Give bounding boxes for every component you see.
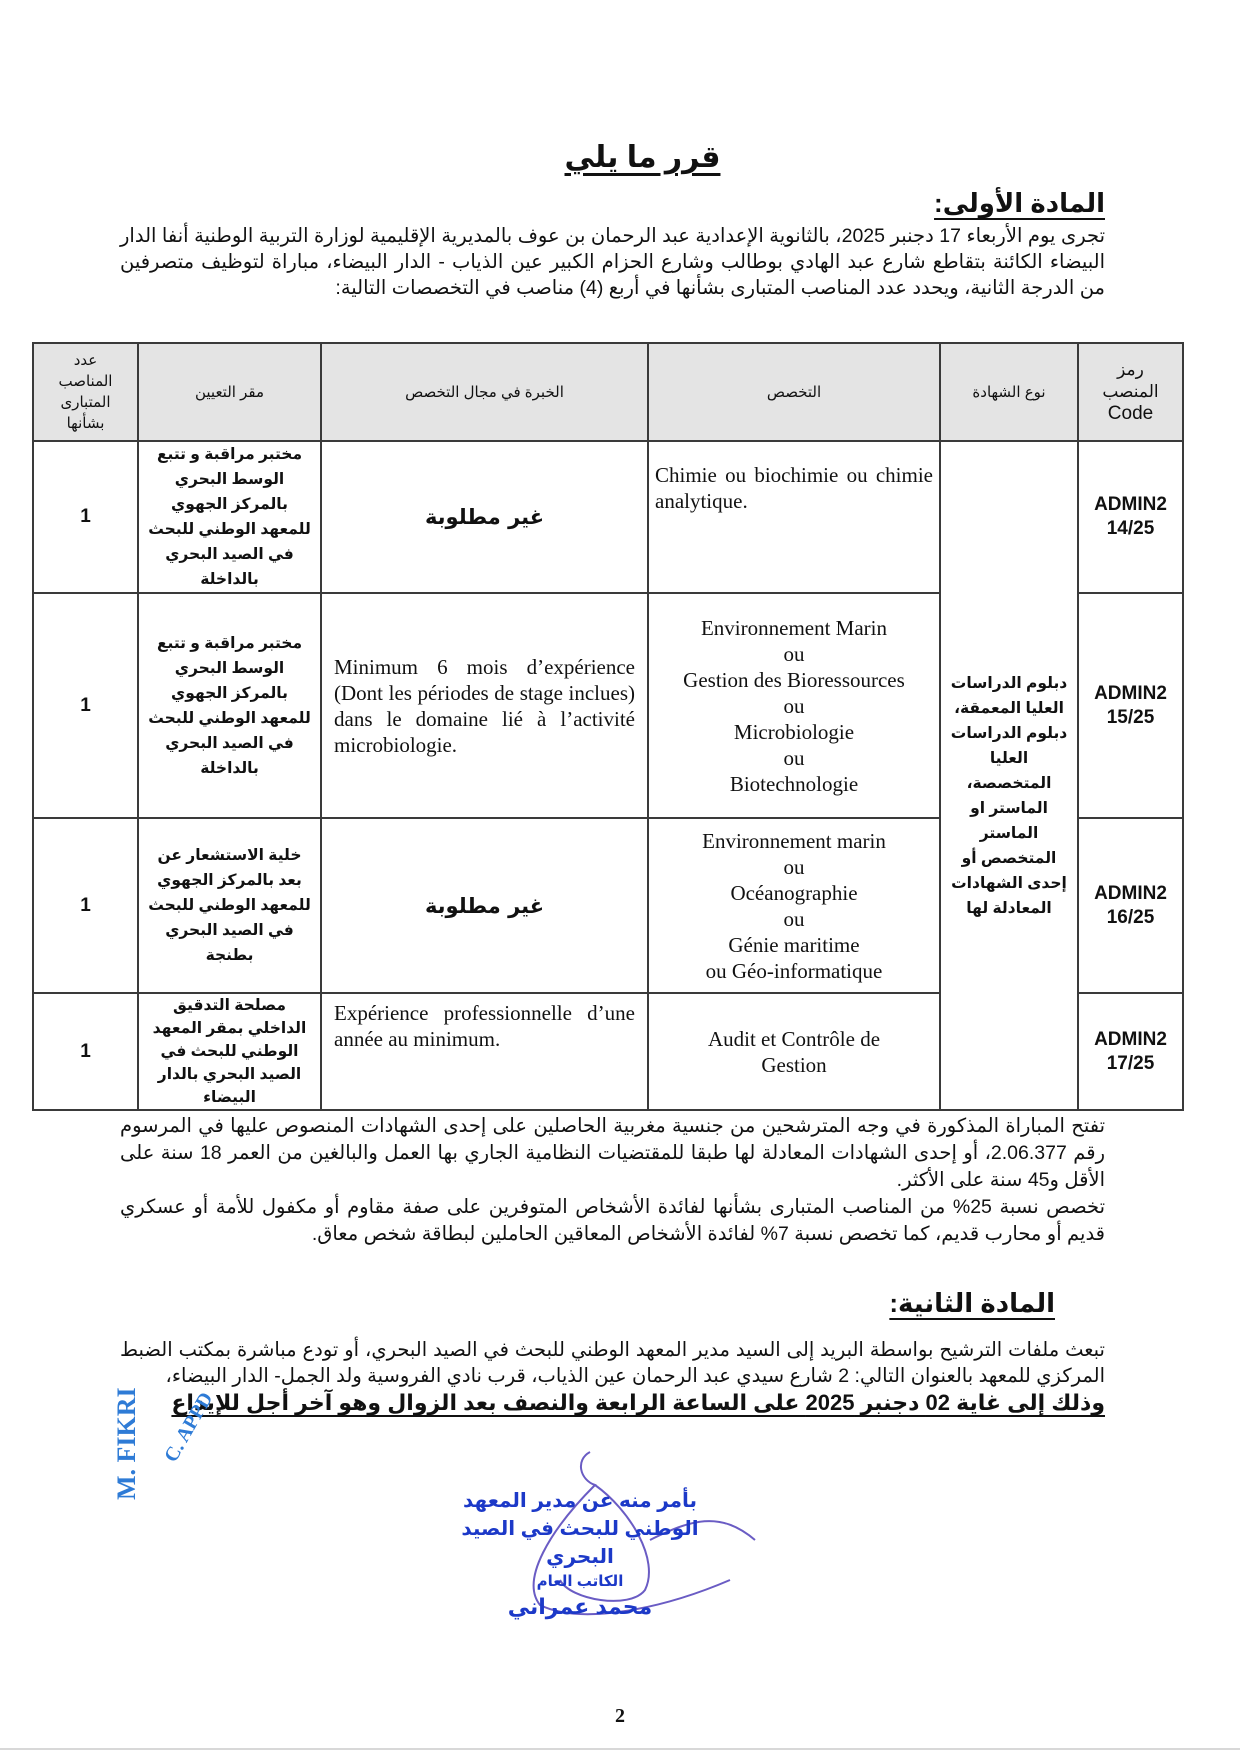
signature-block	[430, 1487, 730, 1621]
header-specialty: التخصص	[648, 343, 940, 441]
table-header-row	[33, 343, 1183, 441]
signature-line3: الكاتب العام	[536, 1573, 624, 1590]
row3-specialty	[648, 818, 940, 993]
row3-specialty-l3: Océanographie	[730, 880, 858, 905]
row3-experience: غير مطلوبة	[321, 818, 648, 993]
row4-experience: Expérience professionnelle d’une année au minimum.	[321, 993, 648, 1110]
diploma-cell	[940, 441, 1078, 1110]
row4-code	[1078, 993, 1183, 1110]
row3-count: 1	[33, 818, 138, 993]
row3-code	[1078, 818, 1183, 993]
header-experience: الخبرة في مجال التخصص	[321, 343, 648, 441]
row3-specialty-l2: ou	[783, 854, 805, 879]
row4-specialty	[648, 993, 940, 1110]
row2-count: 1	[33, 593, 138, 818]
header-count-l1: عدد	[73, 352, 98, 369]
stamp-name: M. FIKRI	[112, 1387, 141, 1500]
positions-table	[32, 342, 1184, 1111]
row4-code-l2: 17/25	[1106, 1052, 1155, 1074]
row2-code	[1078, 593, 1183, 818]
row2-specialty-l2: ou	[783, 641, 805, 666]
article2-paragraph: تبعث ملفات الترشيح بواسطة البريد إلى السيد مدير المعهد الوطني للبحث في الصيد البحري، أو تودع مباشرة بمكتب الضبط المركزي للمعهد بالعنوان التالي: 2 شارع سيدي عبد الرحمان عين الذياب، قرب نادي الفروسية ولد الجمل- الدار البيضاء،	[120, 1339, 1105, 1387]
row3-specialty-l4: ou	[783, 906, 805, 931]
header-code	[1078, 343, 1183, 441]
row2-code-l1: ADMIN2	[1094, 682, 1167, 704]
header-count	[33, 343, 138, 441]
row4-code-l1: ADMIN2	[1094, 1028, 1167, 1050]
row2-location: مختبر مراقبة و تتبع الوسط البحري بالمركز الجهوي للمعهد الوطني للبحث في الصيد البحري بالداخلة	[138, 593, 321, 818]
row3-code-l2: 16/25	[1106, 906, 1155, 928]
row1-code-l2: 14/25	[1106, 518, 1155, 539]
article2-deadline: وذلك إلى غاية 02 دجنبر 2025 على الساعة الرابعة والنصف بعد الزوال وهو آخر أجل للإيداع	[171, 1390, 1105, 1415]
header-diploma: نوع الشهادة	[940, 343, 1078, 441]
page-number: 2	[615, 1705, 625, 1727]
header-code-l2: المنصب	[1102, 382, 1159, 401]
row2-specialty-l1: Environnement Marin	[700, 615, 888, 640]
row2-code-l2: 15/25	[1106, 706, 1155, 728]
header-location: مقر التعيين	[138, 343, 321, 441]
row1-code-l1: ADMIN2	[1094, 494, 1167, 515]
row1-location: مختبر مراقبة و تتبع الوسط البحري بالمركز الجهوي للمعهد الوطني للبحث في الصيد البحري بالداخلة	[138, 441, 321, 593]
row1-specialty-text: Chimie ou biochimie ou chimie analytique.	[655, 463, 933, 513]
row3-specialty-l5: Génie maritime	[728, 932, 860, 957]
row2-specialty-l5: Microbiologie	[733, 719, 855, 744]
row2-specialty-l7: Biotechnologie	[729, 771, 859, 796]
row4-specialty-l2: Gestion	[761, 1052, 827, 1077]
conditions-paragraph-2: تخصص نسبة 25% من المناصب المتبارى بشأنها لفائدة الأشخاص المتوفرين على صفة مقاوم أو مكفول للأمة أو عسكري قديم أو محارب قديم، كما تخصص نسبة 7% لفائدة الأشخاص المعاقين الحاملين لبطاقة شخص معاق.	[120, 1196, 1105, 1245]
diploma-text: دبلوم الدراسات العليا المعمقة، دبلوم الدراسات العليا المتخصصة، الماستر او الماستر المتخصص أو إحدى الشهادات المعادلة لها	[950, 674, 1068, 917]
header-count-l2: المناصب	[58, 373, 113, 390]
row1-code	[1078, 441, 1183, 593]
row1-experience: غير مطلوبة	[321, 441, 648, 593]
row4-specialty-l1: Audit et Contrôle de	[707, 1026, 881, 1051]
signature-line2: الوطني للبحث في الصيد البحري	[461, 1518, 699, 1568]
table-row	[33, 441, 1183, 593]
header-code-l1: رمز	[1117, 360, 1144, 379]
conditions-paragraph-1: تفتح المباراة المذكورة في وجه المترشحين من جنسية مغربية الحاصلين على إحدى الشهادات المنصوص عليها في المرسوم رقم 2.06.377، أو إحدى الشهادات المعادلة لها طبقا للمقتضيات النظامية الجاري بها العمل والبالغين من العمر 18 سنة على الأقل و45 سنة على الأكثر.	[120, 1115, 1106, 1191]
row3-location: خلية الاستشعار عن بعد بالمركز الجهوي للمعهد الوطني للبحث في الصيد البحري بطنجة	[138, 818, 321, 993]
row3-specialty-l6: ou Géo-informatique	[705, 958, 883, 983]
row2-specialty-l4: ou	[783, 693, 805, 718]
bottom-edge-line	[0, 1748, 1240, 1750]
signature-line4: محمد عمراني	[507, 1594, 653, 1619]
header-code-l3: Code	[1107, 403, 1154, 424]
row4-count: 1	[33, 993, 138, 1110]
stamp-code: C. APPD	[160, 1388, 218, 1466]
row2-experience: Minimum 6 mois d’expérience (Dont les périodes de stage inclues) dans le domaine lié à l’activité microbiologie.	[321, 593, 648, 818]
heading-text: قرر ما يلي	[564, 141, 721, 174]
signature-line1: بأمر منه عن مدير المعهد	[462, 1490, 698, 1512]
row2-specialty-l6: ou	[783, 745, 805, 770]
row2-specialty	[648, 593, 940, 818]
row3-specialty-l1: Environnement marin	[702, 828, 886, 853]
article1-paragraph: تجرى يوم الأربعاء 17 دجنبر 2025، بالثانوية الإعدادية عبد الرحمان بن عوف بالمديرية الإقليمية لوزارة التربية الوطنية أنفا الدار البيضاء الكائنة بتقاطع شارع عبد الهادي بوطالب وشارع الحزام الكبير عين الذياب - الدار البيضاء، مباراة لتوظيف متصرفين من الدرجة الثانية، ويحدد عدد المناصب المتبارى بشأنها في أربع (4) مناصب في التخصصات التالية:	[120, 225, 1106, 299]
row3-code-l1: ADMIN2	[1094, 882, 1167, 904]
article2-title: المادة الثانية:	[889, 1288, 1055, 1318]
row1-specialty	[648, 441, 940, 593]
decision-heading	[0, 140, 1240, 175]
header-count-l4: بشأنها	[66, 415, 105, 432]
row2-specialty-l3: Gestion des Bioressources	[683, 667, 905, 692]
row1-count: 1	[33, 441, 138, 593]
header-count-l3: المتبارى	[60, 394, 111, 411]
row4-location: مصلحة التدقيق الداخلي بمقر المعهد الوطني للبحث في الصيد البحري بالدار البيضاء	[138, 993, 321, 1110]
article1-title: المادة الأولى:	[934, 188, 1105, 218]
